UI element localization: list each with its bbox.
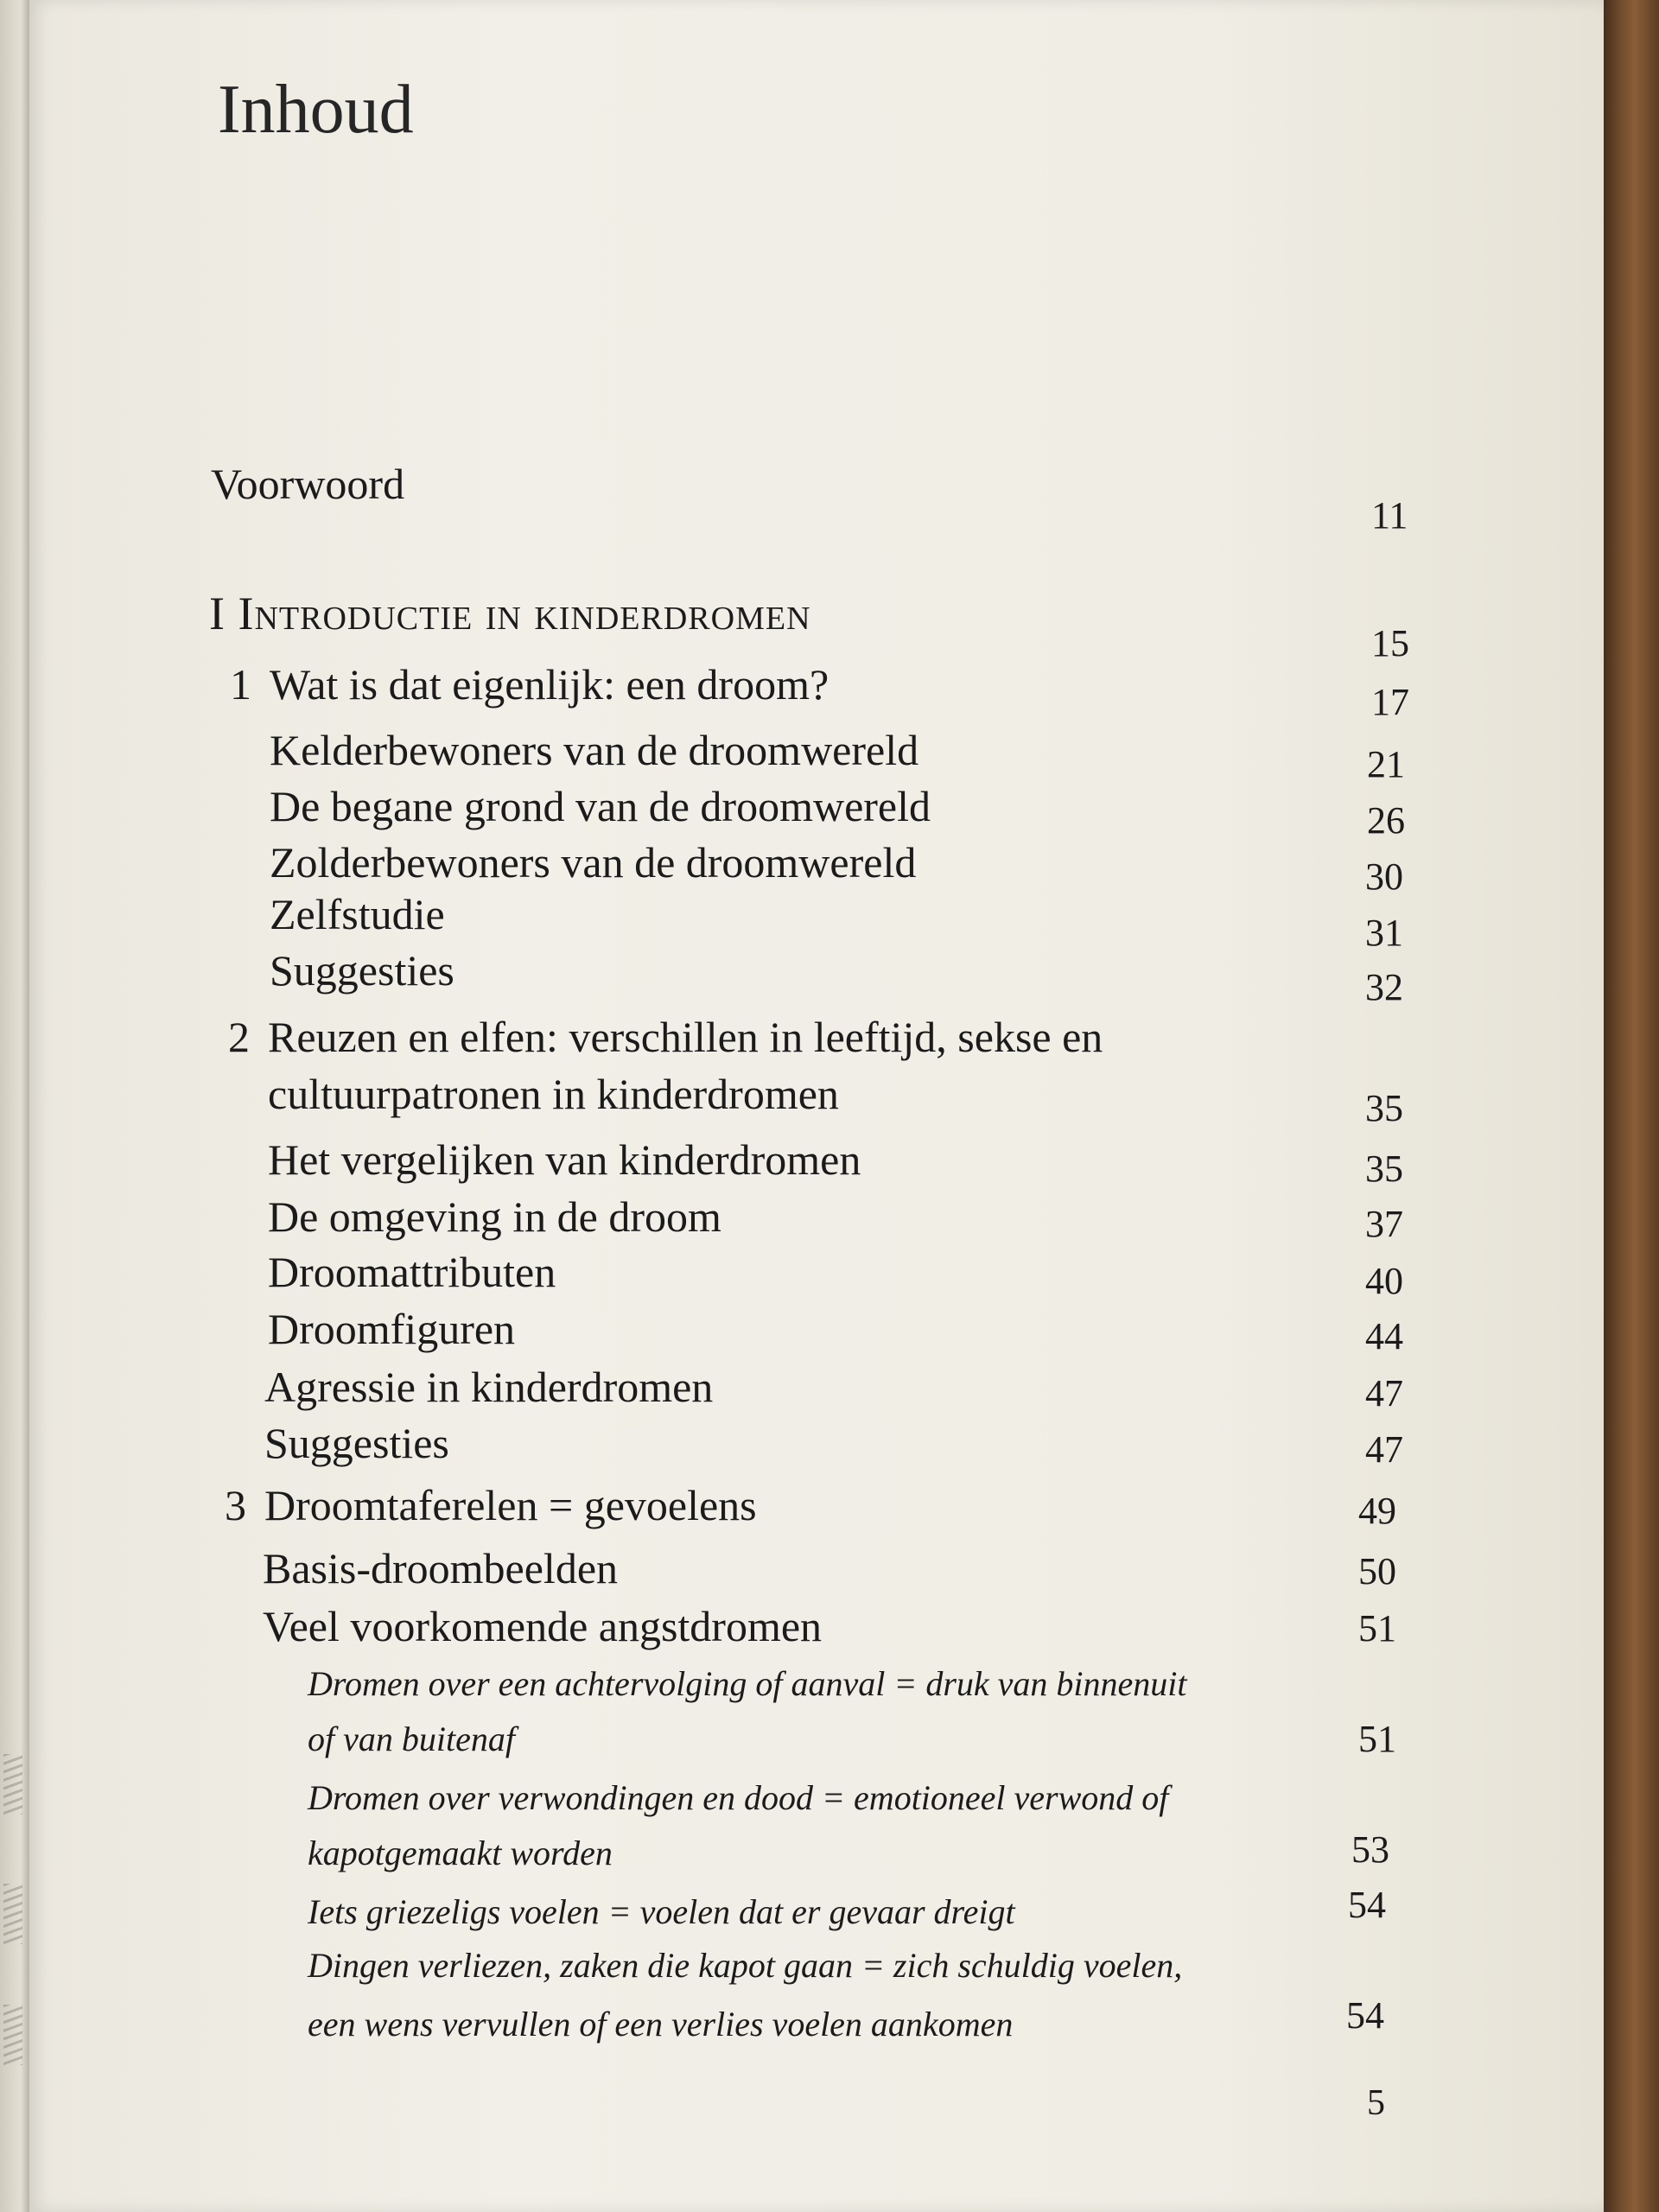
bleed-through-mark (3, 2005, 22, 2065)
toc-section: Zolderbewoners van de droomwereld (270, 838, 917, 887)
toc-subsection-line-1: Dingen verliezen, zaken die kapot gaan = zich schuldig voelen, (308, 1946, 1183, 1985)
toc-chapter-1 (230, 658, 829, 710)
toc-subsection-line-2: kapotgemaakt worden (308, 1834, 613, 1872)
book-page (29, 0, 1604, 2212)
toc-subsection-line-1: Dromen over verwondingen en dood = emotioneel verwond of (308, 1778, 1169, 1817)
toc-entry-voorwoord: Voorwoord (211, 460, 405, 508)
page-number: 30 (1365, 855, 1403, 898)
page-number: 26 (1367, 799, 1405, 842)
chapter-number: 2 (228, 1013, 250, 1061)
page-title: Inhoud (218, 72, 414, 148)
toc-section: Droomfiguren (268, 1305, 516, 1353)
toc-section: De omgeving in de droom (268, 1192, 721, 1241)
page-number: 37 (1365, 1203, 1403, 1245)
page-number: 31 (1365, 912, 1403, 954)
toc-section: De begane grond van de droomwereld (270, 782, 931, 830)
chapter-title-line-2: cultuurpatronen in kinderdromen (268, 1070, 839, 1118)
footer-page-number: 5 (1367, 2083, 1385, 2123)
toc-section: Suggesties (264, 1419, 449, 1467)
toc-section: Kelderbewoners van de droomwereld (270, 726, 919, 774)
toc-chapter-3 (225, 1479, 757, 1531)
page-number: 49 (1358, 1490, 1396, 1532)
part-title: Introductie in kinderdromen (238, 588, 811, 639)
toc-section: Agressie in kinderdromen (264, 1363, 714, 1411)
page-number: 47 (1365, 1372, 1403, 1414)
toc-section: Basis-droombeelden (263, 1544, 619, 1592)
table-of-contents (29, 0, 1604, 2212)
chapter-title-line-1: Reuzen en elfen: verschillen in leeftijd, sekse en (268, 1013, 1103, 1061)
toc-subsection-line-2: of van buitenaf (308, 1719, 515, 1758)
toc-part-heading (209, 588, 811, 639)
page-number: 47 (1365, 1428, 1403, 1471)
page-number: 17 (1371, 681, 1409, 723)
page-number: 11 (1371, 494, 1408, 537)
previous-page-edge (0, 0, 31, 2212)
page-number: 35 (1365, 1087, 1403, 1129)
bleed-through-mark (3, 1884, 22, 1944)
page-number: 51 (1358, 1718, 1396, 1760)
toc-chapter-2 (228, 1011, 1103, 1063)
page-number: 44 (1365, 1315, 1403, 1357)
toc-subsection-line-1: Iets griezeligs voelen = voelen dat er gevaar dreigt (308, 1892, 1015, 1931)
toc-subsection-line-2: een wens vervullen of een verlies voelen aankomen (308, 2005, 1014, 2044)
page-number: 32 (1365, 966, 1403, 1008)
page-number: 15 (1371, 622, 1409, 664)
page-number: 53 (1351, 1828, 1389, 1871)
toc-section: Zelfstudie (270, 890, 445, 938)
page-number: 35 (1365, 1147, 1403, 1190)
chapter-number: 1 (230, 660, 251, 709)
toc-section: Het vergelijken van kinderdromen (268, 1135, 861, 1184)
page-number: 40 (1365, 1260, 1403, 1302)
page-number: 54 (1346, 1994, 1384, 2037)
toc-section: Droomattributen (268, 1248, 556, 1296)
page-number: 21 (1367, 743, 1405, 785)
part-roman: I (209, 588, 226, 639)
toc-subsection-line-1: Dromen over een achtervolging of aanval = druk van binnenuit (308, 1664, 1187, 1703)
toc-section: Veel voorkomende angstdromen (263, 1602, 823, 1650)
page-number: 50 (1358, 1550, 1396, 1592)
toc-section: Suggesties (270, 946, 454, 995)
bleed-through-mark (3, 1754, 22, 1815)
chapter-title: Droomtaferelen = gevoelens (264, 1481, 757, 1529)
page-number: 51 (1358, 1607, 1396, 1649)
table-background (1599, 0, 1659, 2212)
chapter-number: 3 (225, 1481, 246, 1529)
chapter-title: Wat is dat eigenlijk: een droom? (270, 660, 830, 709)
page-number: 54 (1348, 1884, 1386, 1926)
